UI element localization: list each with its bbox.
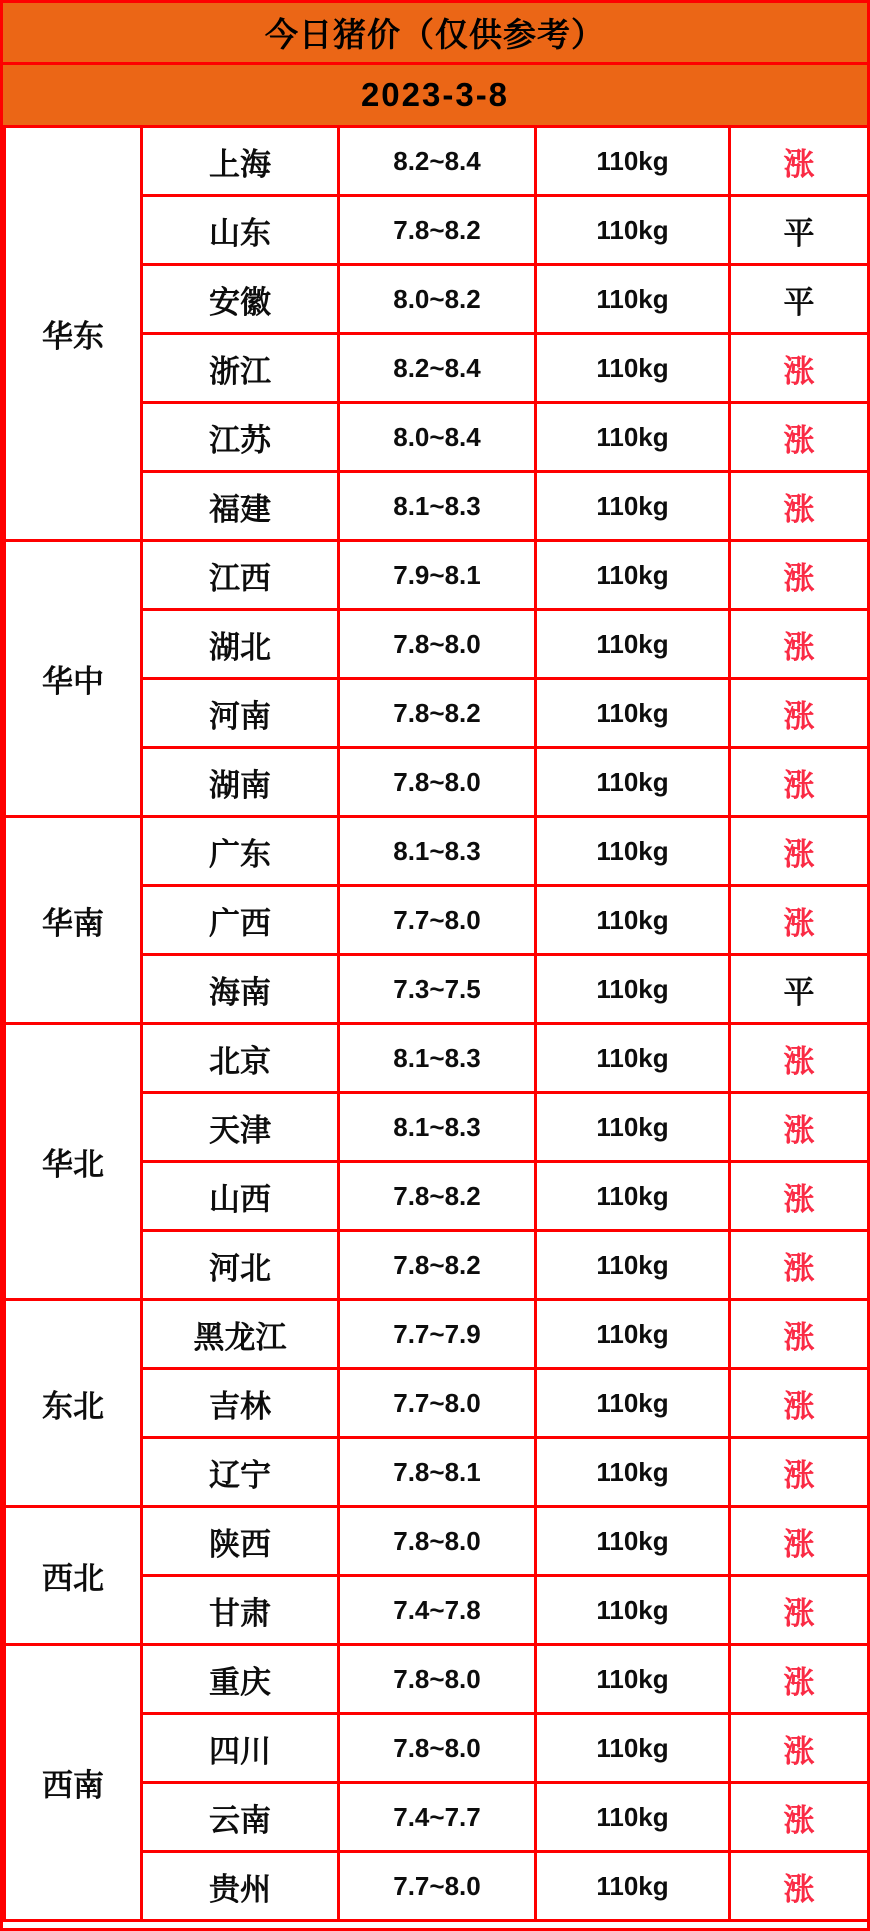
weight-cell: 110kg — [536, 817, 730, 886]
province-cell: 云南 — [142, 1783, 339, 1852]
status-cell: 涨 — [730, 1300, 869, 1369]
status-cell: 平 — [730, 955, 869, 1024]
table-row — [5, 1645, 869, 1714]
province-cell: 上海 — [142, 127, 339, 196]
price-range-cell: 7.3~7.5 — [339, 955, 536, 1024]
weight-cell: 110kg — [536, 679, 730, 748]
weight-cell: 110kg — [536, 1438, 730, 1507]
weight-cell: 110kg — [536, 334, 730, 403]
price-range-cell: 8.0~8.2 — [339, 265, 536, 334]
price-range-cell: 8.1~8.3 — [339, 817, 536, 886]
province-cell: 黑龙江 — [142, 1300, 339, 1369]
region-cell: 东北 — [5, 1300, 142, 1507]
table-row — [5, 817, 869, 886]
weight-cell: 110kg — [536, 1093, 730, 1162]
region-cell: 华北 — [5, 1024, 142, 1300]
status-cell: 涨 — [730, 1231, 869, 1300]
weight-cell: 110kg — [536, 1231, 730, 1300]
status-cell: 涨 — [730, 334, 869, 403]
province-cell: 辽宁 — [142, 1438, 339, 1507]
province-cell: 浙江 — [142, 334, 339, 403]
status-cell: 平 — [730, 196, 869, 265]
province-cell: 河南 — [142, 679, 339, 748]
price-range-cell: 7.8~8.2 — [339, 196, 536, 265]
weight-cell: 110kg — [536, 1714, 730, 1783]
province-cell: 河北 — [142, 1231, 339, 1300]
weight-cell: 110kg — [536, 127, 730, 196]
price-range-cell: 7.8~8.0 — [339, 1645, 536, 1714]
status-cell: 涨 — [730, 679, 869, 748]
province-cell: 江西 — [142, 541, 339, 610]
date-label: 2023-3-8 — [360, 76, 510, 113]
price-range-cell: 8.1~8.3 — [339, 1093, 536, 1162]
price-range-cell: 7.8~8.2 — [339, 1162, 536, 1231]
price-range-cell: 8.1~8.3 — [339, 472, 536, 541]
weight-cell: 110kg — [536, 1852, 730, 1921]
province-cell: 山东 — [142, 196, 339, 265]
province-cell: 广东 — [142, 817, 339, 886]
price-table — [3, 125, 870, 1922]
province-cell: 甘肃 — [142, 1576, 339, 1645]
province-cell: 广西 — [142, 886, 339, 955]
province-cell: 福建 — [142, 472, 339, 541]
weight-cell: 110kg — [536, 1576, 730, 1645]
weight-cell: 110kg — [536, 1507, 730, 1576]
province-cell: 海南 — [142, 955, 339, 1024]
price-range-cell: 8.2~8.4 — [339, 334, 536, 403]
weight-cell: 110kg — [536, 403, 730, 472]
title-bar — [3, 3, 867, 65]
weight-cell: 110kg — [536, 1024, 730, 1093]
price-range-cell: 7.8~8.0 — [339, 610, 536, 679]
weight-cell: 110kg — [536, 1300, 730, 1369]
weight-cell: 110kg — [536, 265, 730, 334]
province-cell: 吉林 — [142, 1369, 339, 1438]
weight-cell: 110kg — [536, 886, 730, 955]
status-cell: 涨 — [730, 1714, 869, 1783]
province-cell: 四川 — [142, 1714, 339, 1783]
status-cell: 涨 — [730, 1576, 869, 1645]
weight-cell: 110kg — [536, 1645, 730, 1714]
status-cell: 涨 — [730, 1852, 869, 1921]
date-bar — [3, 65, 867, 125]
price-table-body — [5, 127, 869, 1921]
price-range-cell: 7.8~8.2 — [339, 679, 536, 748]
province-cell: 北京 — [142, 1024, 339, 1093]
status-cell: 涨 — [730, 472, 869, 541]
price-range-cell: 7.4~7.7 — [339, 1783, 536, 1852]
price-range-cell: 8.0~8.4 — [339, 403, 536, 472]
page-title: 今日猪价（仅供参考） — [265, 16, 605, 53]
status-cell: 涨 — [730, 748, 869, 817]
status-cell: 涨 — [730, 1162, 869, 1231]
price-range-cell: 7.7~8.0 — [339, 1852, 536, 1921]
table-row — [5, 127, 869, 196]
status-cell: 平 — [730, 265, 869, 334]
weight-cell: 110kg — [536, 1162, 730, 1231]
table-row — [5, 541, 869, 610]
province-cell: 江苏 — [142, 403, 339, 472]
price-range-cell: 7.8~8.1 — [339, 1438, 536, 1507]
region-cell: 西南 — [5, 1645, 142, 1921]
weight-cell: 110kg — [536, 955, 730, 1024]
province-cell: 湖北 — [142, 610, 339, 679]
price-range-cell: 7.4~7.8 — [339, 1576, 536, 1645]
province-cell: 天津 — [142, 1093, 339, 1162]
status-cell: 涨 — [730, 1438, 869, 1507]
status-cell: 涨 — [730, 1507, 869, 1576]
price-range-cell: 8.2~8.4 — [339, 127, 536, 196]
price-range-cell: 7.8~8.0 — [339, 748, 536, 817]
price-range-cell: 7.8~8.0 — [339, 1714, 536, 1783]
table-row — [5, 1507, 869, 1576]
table-row — [5, 1300, 869, 1369]
status-cell: 涨 — [730, 541, 869, 610]
region-cell: 华南 — [5, 817, 142, 1024]
region-cell: 华东 — [5, 127, 142, 541]
weight-cell: 110kg — [536, 1369, 730, 1438]
weight-cell: 110kg — [536, 196, 730, 265]
status-cell: 涨 — [730, 127, 869, 196]
status-cell: 涨 — [730, 1024, 869, 1093]
price-range-cell: 7.7~8.0 — [339, 1369, 536, 1438]
status-cell: 涨 — [730, 1783, 869, 1852]
price-range-cell: 7.7~7.9 — [339, 1300, 536, 1369]
status-cell: 涨 — [730, 1093, 869, 1162]
province-cell: 湖南 — [142, 748, 339, 817]
price-range-cell: 8.1~8.3 — [339, 1024, 536, 1093]
weight-cell: 110kg — [536, 1783, 730, 1852]
province-cell: 陕西 — [142, 1507, 339, 1576]
region-cell: 华中 — [5, 541, 142, 817]
province-cell: 贵州 — [142, 1852, 339, 1921]
province-cell: 重庆 — [142, 1645, 339, 1714]
weight-cell: 110kg — [536, 748, 730, 817]
status-cell: 涨 — [730, 817, 869, 886]
status-cell: 涨 — [730, 1369, 869, 1438]
weight-cell: 110kg — [536, 610, 730, 679]
weight-cell: 110kg — [536, 541, 730, 610]
status-cell: 涨 — [730, 610, 869, 679]
status-cell: 涨 — [730, 886, 869, 955]
province-cell: 山西 — [142, 1162, 339, 1231]
price-range-cell: 7.8~8.0 — [339, 1507, 536, 1576]
price-range-cell: 7.8~8.2 — [339, 1231, 536, 1300]
weight-cell: 110kg — [536, 472, 730, 541]
region-cell: 西北 — [5, 1507, 142, 1645]
status-cell: 涨 — [730, 403, 869, 472]
status-cell: 涨 — [730, 1645, 869, 1714]
table-row — [5, 1024, 869, 1093]
price-range-cell: 7.9~8.1 — [339, 541, 536, 610]
province-cell: 安徽 — [142, 265, 339, 334]
price-range-cell: 7.7~8.0 — [339, 886, 536, 955]
